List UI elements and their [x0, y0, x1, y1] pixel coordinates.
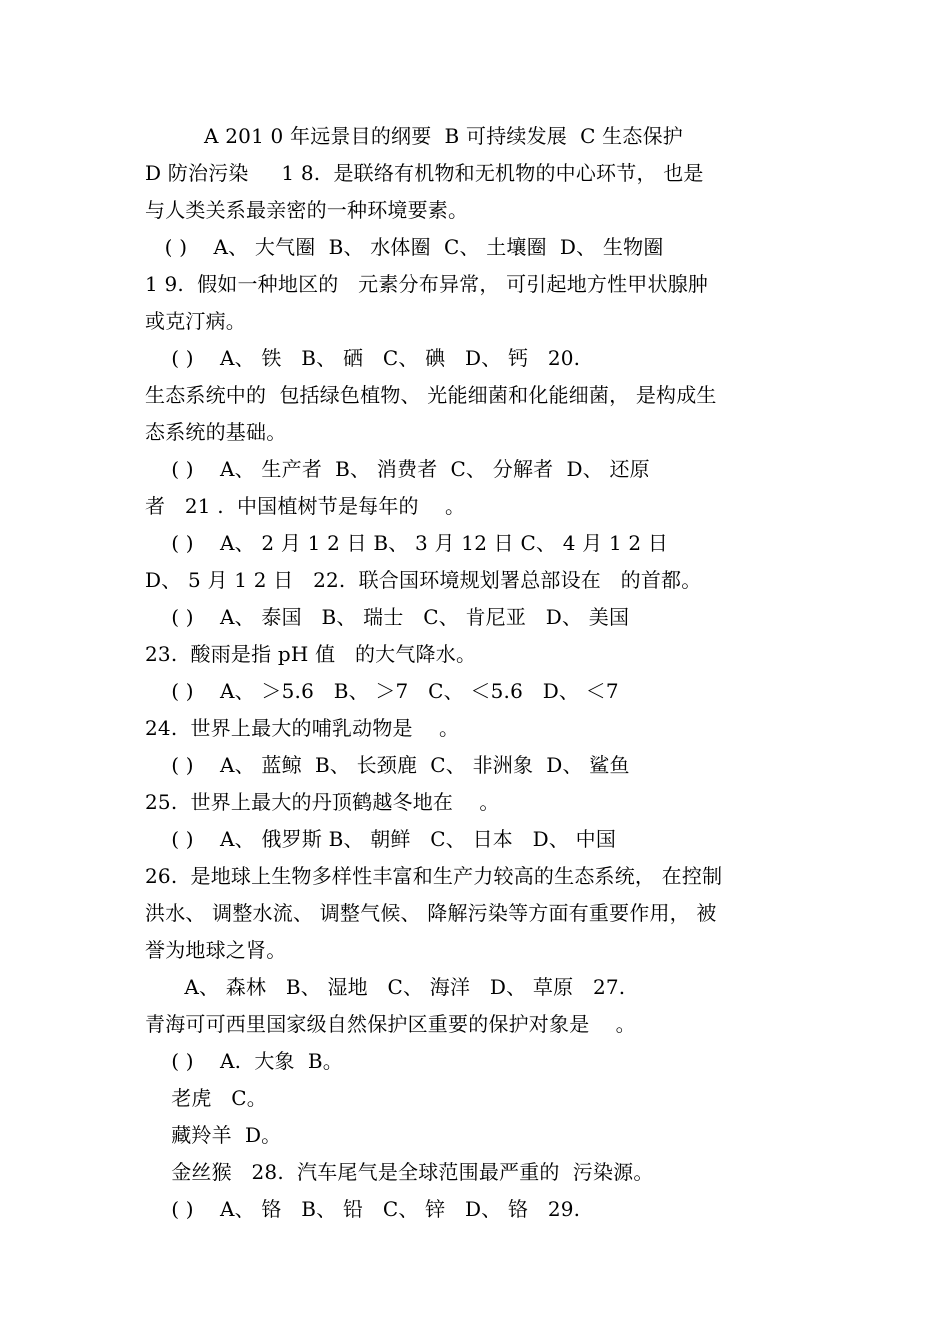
text-line: 25. 世界上最大的丹顶鹤越冬地在 。: [145, 790, 500, 814]
text-line: D 防治污染 1 8. 是联络有机物和无机物的中心环节， 也是: [145, 161, 704, 185]
text-line: 老虎 C。: [145, 1086, 268, 1110]
text-line: 或克汀病。: [145, 309, 246, 333]
text-line: ( ) A、 铬 B、 铅 C、 锌 D、 铬 29.: [145, 1197, 581, 1221]
text-line: 生态系统中的 包括绿色植物、 光能细菌和化能细菌， 是构成生: [145, 383, 717, 407]
text-line: ( ) A、 铁 B、 硒 C、 碘 D、 钙 20.: [145, 346, 581, 370]
text-line: 洪水、 调整水流、 调整气候、 降解污染等方面有重要作用， 被: [145, 901, 717, 925]
text-line: ( ) A、 大气圈 B、 水体圈 C、 土壤圈 D、 生物圈: [145, 235, 664, 259]
text-line: 藏羚羊 D。: [145, 1123, 282, 1147]
text-line: A 201 0 年远景目的纲要 B 可持续发展 C 生态保护: [145, 124, 683, 148]
text-line: 23. 酸雨是指 pH 值 的大气降水。: [145, 642, 477, 666]
text-line: 26. 是地球上生物多样性丰富和生产力较高的生态系统， 在控制: [145, 864, 723, 888]
text-line: 誉为地球之肾。: [145, 938, 287, 962]
text-line: 态系统的基础。: [145, 420, 287, 444]
text-line: ( ) A、 生产者 B、 消费者 C、 分解者 D、 还原: [145, 457, 650, 481]
text-line: 1 9. 假如一种地区的 元素分布异常， 可引起地方性甲状腺肿: [145, 272, 709, 296]
text-line: 青海可可西里国家级自然保护区重要的保护对象是 。: [145, 1012, 636, 1036]
text-line: ( ) A、 2 月 1 2 日 B、 3 月 12 日 C、 4 月 1 2 日: [145, 531, 669, 555]
text-line: ( ) A、 俄罗斯 B、 朝鲜 C、 日本 D、 中国: [145, 827, 617, 851]
text-line: A、 森林 B、 湿地 C、 海洋 D、 草原 27.: [145, 975, 626, 999]
text-line: 金丝猴 28. 汽车尾气是全球范围最严重的 污染源。: [145, 1160, 654, 1184]
text-line: ( ) A. 大象 B。: [145, 1049, 343, 1073]
text-line: 与人类关系最亲密的一种环境要素。: [145, 198, 469, 222]
text-line: 者 21 . 中国植树节是每年的 。: [145, 494, 466, 518]
text-line: ( ) A、 蓝鲸 B、 长颈鹿 C、 非洲象 D、 鲨鱼: [145, 753, 630, 777]
text-line: ( ) A、 泰国 B、 瑞士 C、 肯尼亚 D、 美国: [145, 605, 630, 629]
text-line: 24. 世界上最大的哺乳动物是 。: [145, 716, 460, 740]
text-line: ( ) A、 ＞5.6 B、 ＞7 C、 ＜5.6 D、 ＜7: [145, 679, 619, 703]
text-line: D、 5 月 1 2 日 22. 联合国环境规划署总部设在 的首都。: [145, 568, 702, 592]
